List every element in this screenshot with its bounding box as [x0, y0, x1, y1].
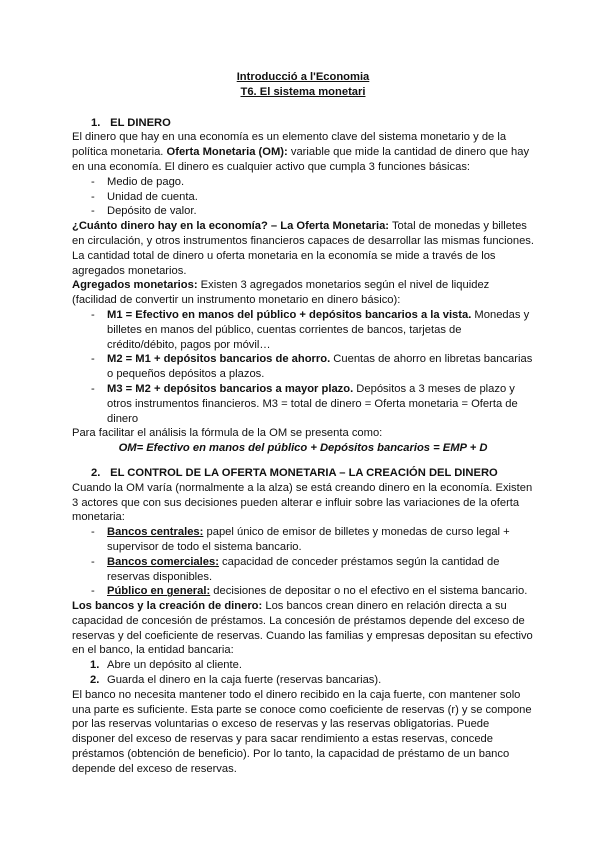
- section1-intro: [72, 130, 534, 174]
- aggregates-label: Agregados monetarios:: [72, 279, 198, 292]
- actor-commercial-banks: [72, 555, 534, 585]
- section1-intro-b: variable que mide la cantidad de dinero que hay en una economía. El dinero es cualquier activo que cumpla 3 funciones básicas:: [72, 146, 530, 173]
- banks-money-paragraph: [72, 599, 534, 658]
- m2-text: Cuentas de ahorro en libretas bancarias o pequeños depósitos a plazos.: [107, 353, 533, 381]
- list-item: - Unidad de cuenta.: [72, 190, 534, 205]
- aggregate-m2: [72, 352, 534, 382]
- document-title: Introducció a l'Economia: [236, 71, 370, 83]
- commercial-banks-text: capacidad de conceder préstamos según la cantidad de reservas disponibles.: [107, 555, 500, 583]
- step-text: Guarda el dinero en la caja fuerte (reservas bancarias).: [107, 674, 382, 687]
- actor-public: [72, 584, 534, 599]
- banks-money-text: Los bancos crean dinero en relación directa a su capacidad de concesión de préstamos. La concesión de préstamos depende del exceso de reservas y del coeficiente de reservas. Cuando las familias y empresas depositan su efectivo en el banco, la entidad bancaria:: [72, 600, 533, 657]
- actors-list: [72, 525, 534, 599]
- functions-list: [72, 175, 534, 219]
- step-text: Abre un depósito al cliente.: [107, 659, 242, 672]
- section2-number: 2.: [91, 466, 101, 479]
- aggregates-paragraph: [72, 278, 534, 308]
- aggregate-m1: [72, 308, 534, 352]
- central-banks-text: papel único de emisor de billetes y monedas de curso legal + supervisor de todo el sistema bancario.: [107, 526, 510, 553]
- om-formula: OM= Efectivo en manos del público + Depósitos bancarios = EMP + D: [118, 442, 488, 455]
- m1-text: Monedas y billetes en manos del público, cuentas corrientes de bancos, tarjetas de crédito/débito, pagos por móvil…: [107, 308, 530, 351]
- list-item: - Medio de pago.: [72, 175, 534, 190]
- om-label: Oferta Monetaria (OM):: [166, 146, 288, 159]
- formula-intro: Para facilitar el análisis la fórmula de la OM se presenta como:: [72, 427, 383, 440]
- step-number: 1.: [90, 659, 100, 672]
- list-item: [72, 673, 534, 688]
- public-text: decisiones de depositar o no el efectivo en el sistema bancario.: [210, 585, 528, 598]
- money-question-text: Total de monedas y billetes en circulación, y otros instrumentos financieros capaces de desarrollar las mismas funciones. La cantidad total de dinero u oferta monetaria en la economía se mide a través de los agregados monetarios.: [72, 220, 535, 277]
- section2-intro: Cuando la OM varía (normalmente a la alza) se está creando dinero en la economía. Existen 3 actores que con sus decisiones pueden alterar e influir sobre las variaciones de la oferta monetaria:: [72, 481, 533, 524]
- section1-number: 1.: [91, 116, 101, 129]
- m2-definition: M2 = M1 + depósitos bancarios de ahorro.: [107, 353, 331, 366]
- list-item: - Depósito de valor.: [72, 204, 534, 219]
- section2-heading-text: EL CONTROL DE LA OFERTA MONETARIA – LA CREACIÓN DEL DINERO: [110, 466, 498, 479]
- commercial-banks-label: Bancos comerciales:: [107, 555, 219, 568]
- step-number: 2.: [90, 674, 100, 687]
- section2-heading: [72, 466, 534, 481]
- money-question-paragraph: [72, 219, 534, 278]
- aggregates-text: Existen 3 agregados monetarios según el nivel de liquidez (facilidad de convertir un instrumento monetario en dinero básico):: [72, 279, 490, 307]
- central-banks-label: Bancos centrales:: [107, 526, 204, 539]
- m1-definition: M1 = Efectivo en manos del público + depósitos bancarios a la vista.: [107, 308, 472, 321]
- bank-steps-list: [72, 658, 534, 688]
- section1-heading: [72, 116, 534, 131]
- list-item: [72, 658, 534, 673]
- closing-paragraph: El banco no necesita mantener todo el dinero recibido en la caja fuerte, con mantener solo una parte es suficiente. Esta parte se conoce como coeficiente de reservas (r) y se compone por las reservas voluntarias o exceso de reservas y las reservas obligatorias. Puede disponer del exceso de reservas y para sacar rendimiento a estas reservas, concede préstamos (obtención de beneficio). Por lo tanto, la capacidad de préstamo de un banco depende del exceso de reservas.: [72, 688, 532, 775]
- document-page: [72, 70, 534, 777]
- section1-heading-text: EL DINERO: [110, 116, 171, 129]
- document-subtitle: T6. El sistema monetari: [240, 85, 366, 98]
- money-question-label: ¿Cuánto dinero hay en la economía? – La Oferta Monetaria:: [72, 220, 390, 233]
- banks-money-label: Los bancos y la creación de dinero:: [72, 600, 263, 613]
- aggregates-list: [72, 308, 534, 426]
- actor-central-banks: [72, 525, 534, 555]
- m3-definition: M3 = M2 + depósitos bancarios a mayor plazo.: [107, 382, 354, 395]
- section1-intro-a: El dinero que hay en una economía es un elemento clave del sistema monetario y de la política monetaria.: [72, 131, 507, 159]
- aggregate-m3: [72, 382, 534, 426]
- public-label: Público en general:: [107, 585, 211, 598]
- m3-text: Depósitos a 3 meses de plazo y otros instrumentos financieros. M3 = total de dinero = Oferta monetaria = Oferta de dinero: [107, 382, 518, 425]
